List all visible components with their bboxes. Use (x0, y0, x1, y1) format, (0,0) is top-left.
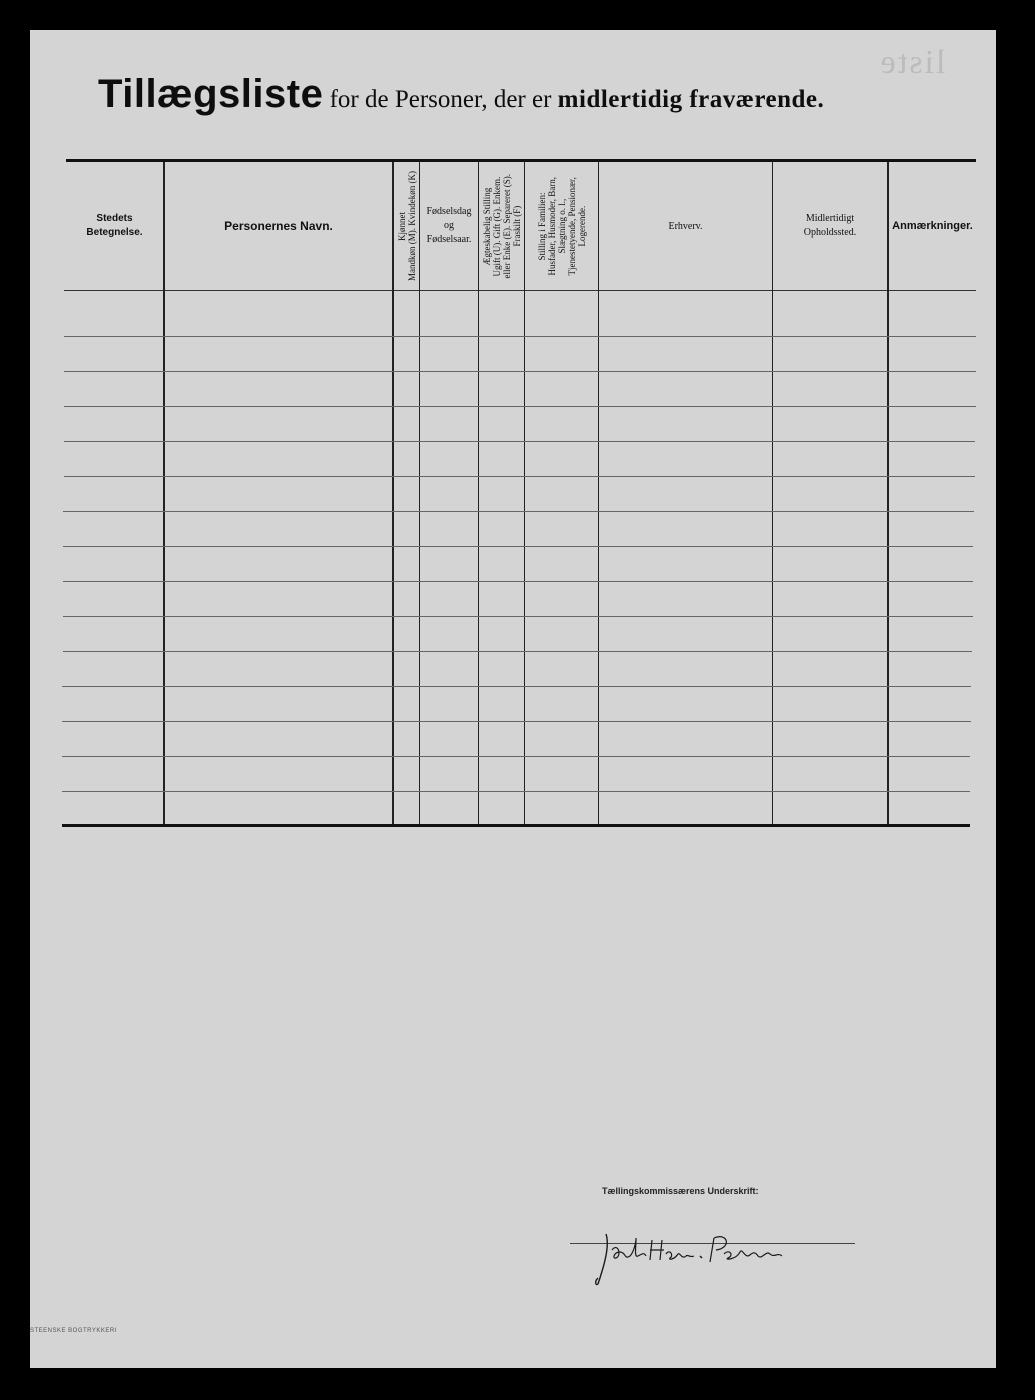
table-row (63, 546, 973, 547)
table-row (63, 651, 972, 652)
header-personernes-navn (165, 162, 392, 290)
table-row (64, 441, 975, 442)
header-label: Stilling i Familien: Husfader, Husmoder, Barn, Slægtning o. l., Tjenestetyende, Pensionær, Logerende. (536, 176, 587, 276)
table-row (62, 756, 970, 757)
title-part1: for de Personer, der er (323, 86, 558, 113)
table-row (62, 721, 971, 722)
header-kjonnet (394, 164, 419, 288)
bleed-through-text: liste (878, 44, 946, 81)
header-stilling-i-familien (525, 164, 598, 288)
header-erhverv (599, 162, 772, 290)
table-row (63, 616, 973, 617)
signature-label: Tællingskommissærens Underskrift: (602, 1186, 759, 1196)
header-label: Erhverv. (668, 220, 703, 232)
table-row (63, 511, 974, 512)
table-row (64, 406, 976, 407)
table-row (63, 581, 973, 582)
header-label: Midlertidigt Opholdssted. (803, 213, 857, 238)
table-bottom-rule (62, 824, 970, 827)
form-title (98, 72, 958, 117)
table-row (64, 336, 976, 337)
title-part2: midlertidig fraværende. (557, 86, 825, 113)
header-stedets-betegnelse (66, 162, 163, 290)
title-main: Tillægsliste (98, 72, 324, 116)
header-label: Kjønnet Mandkøn (M). Kvindekøn (K) (396, 171, 417, 281)
table-row (64, 476, 975, 477)
table-row (62, 791, 970, 792)
handwritten-signature (592, 1226, 792, 1290)
header-label: Personernes Navn. (224, 219, 333, 233)
header-label: Stedets Betegnelse. (86, 213, 143, 238)
header-fodselsdag (420, 162, 478, 290)
header-label: Anmærkninger. (892, 220, 973, 232)
header-aegteskabelig-stilling (479, 164, 524, 288)
header-label: Fødselsdag og Fødselsaar. (426, 206, 472, 245)
printer-mark: STEENSKE BOGTRYKKERI (30, 1328, 117, 1334)
table-row (62, 686, 971, 687)
header-label: Ægteskabelig Stilling Ugift (U). Gift (G). Enkem. eller Enke (E). Separeret (S). Fraskilt (F) (481, 173, 522, 279)
header-bottom-rule (64, 290, 976, 291)
table-row (64, 371, 976, 372)
header-midlertidigt-opholdssted (773, 162, 887, 290)
header-anmaerkninger (889, 162, 976, 290)
